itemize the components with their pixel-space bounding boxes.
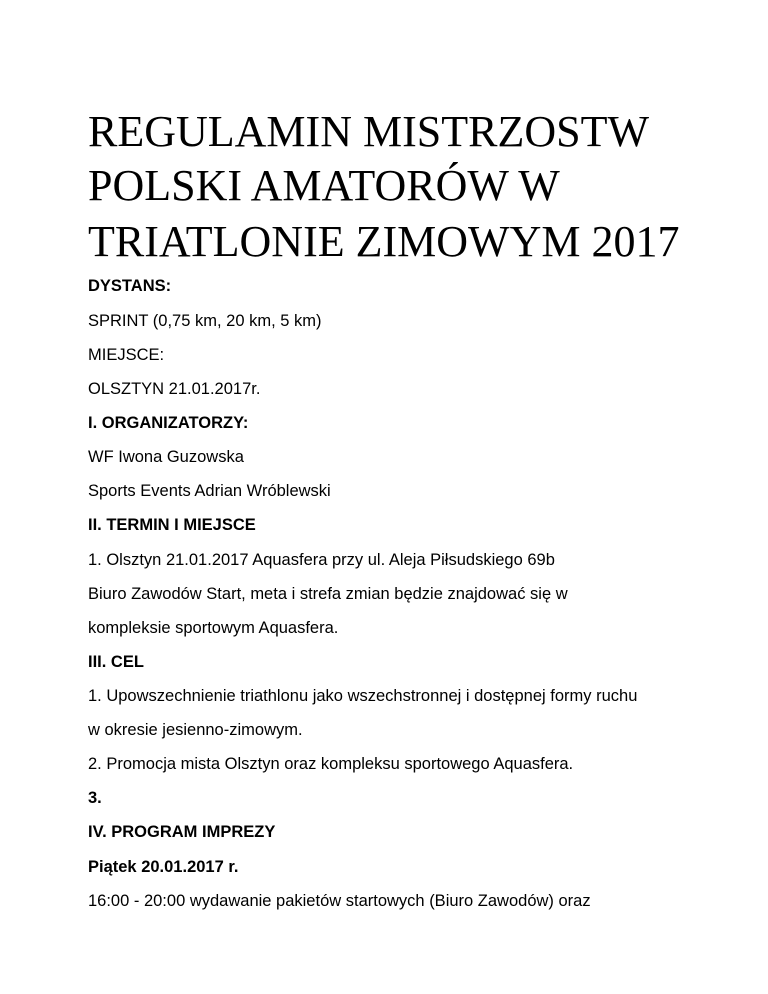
text-line-termin-2: Biuro Zawodów Start, meta i strefa zmian będzie znajdować się w: [88, 585, 568, 603]
text-line-termin-3: kompleksie sportowym Aquasfera.: [88, 619, 339, 637]
title-line-3: TRIATLONIE ZIMOWYM 2017: [88, 217, 680, 266]
text-line-cel-1: 1. Upowszechnienie triathlonu jako wszechstronnej i dostępnej formy ruchu: [88, 687, 638, 705]
section-heading-termin: II. TERMIN I MIEJSCE: [88, 516, 256, 534]
text-line-program-1: 16:00 - 20:00 wydawanie pakietów startowych (Biuro Zawodów) oraz: [88, 892, 591, 910]
title-line-1: REGULAMIN MISTRZOSTW: [88, 107, 649, 156]
text-line-miejsce: MIEJSCE:: [88, 346, 165, 364]
text-line-cel-1-cont: w okresie jesienno-zimowym.: [88, 721, 303, 739]
section-heading-organizatorzy: I. ORGANIZATORZY:: [88, 414, 249, 432]
title-line-2: POLSKI AMATORÓW W: [88, 161, 560, 210]
section-heading-program: IV. PROGRAM IMPREZY: [88, 823, 276, 841]
section-heading-cel: III. CEL: [88, 653, 144, 671]
text-line-termin-1: 1. Olsztyn 21.01.2017 Aquasfera przy ul. Aleja Piłsudskiego 69b: [88, 551, 555, 569]
text-line-organizer-2: Sports Events Adrian Wróblewski: [88, 482, 331, 500]
text-line-olsztyn-date: OLSZTYN 21.01.2017r.: [88, 380, 261, 398]
text-line-sprint: SPRINT (0,75 km, 20 km, 5 km): [88, 312, 322, 330]
section-heading-dystans: DYSTANS:: [88, 277, 172, 295]
text-line-organizer-1: WF Iwona Guzowska: [88, 448, 244, 466]
program-day-heading: Piątek 20.01.2017 r.: [88, 858, 239, 876]
text-line-cel-2: 2. Promocja mista Olsztyn oraz kompleksu sportowego Aquasfera.: [88, 755, 574, 773]
list-number-3: 3.: [88, 789, 102, 807]
